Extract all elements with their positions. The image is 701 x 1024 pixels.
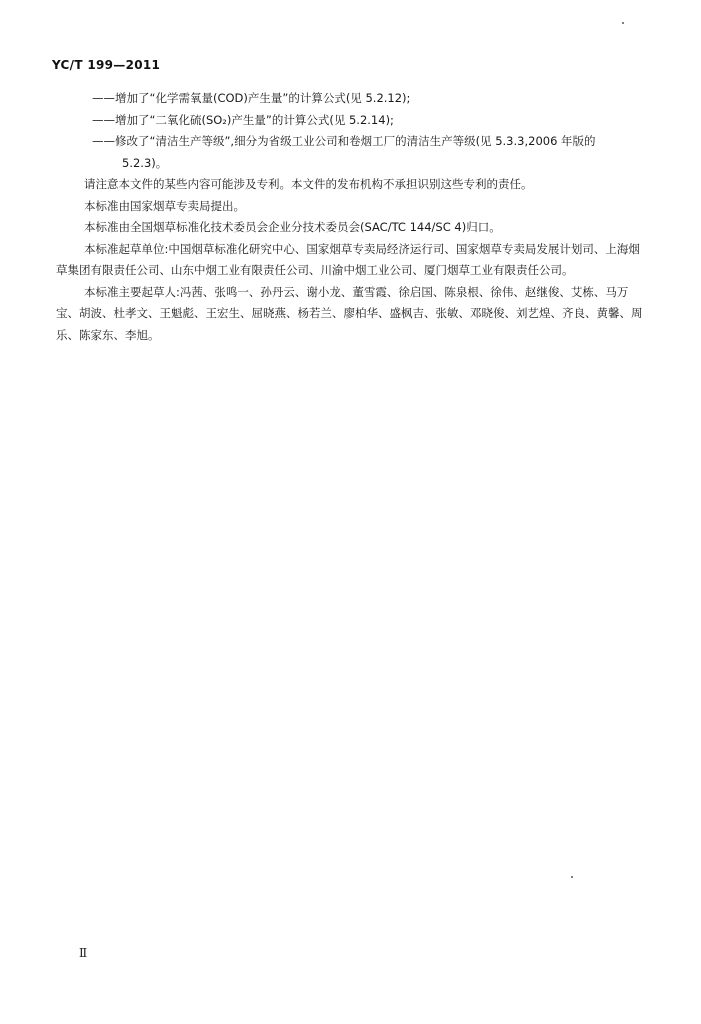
- proposed-by: 本标准由国家烟草专卖局提出。: [84, 198, 245, 213]
- foreword-content: [56, 88, 644, 346]
- scan-speck: [622, 22, 624, 24]
- change-item-so2: ——增加了“二氧化硫(SO₂)产生量”的计算公式(见 5.2.14);: [92, 112, 394, 127]
- scan-speck: [571, 876, 573, 878]
- drafting-units: 本标准起草单位:中国烟草标准化研究中心、国家烟草专卖局经济运行司、国家烟草专卖局发展计划司、上海烟草集团有限责任公司、山东中烟工业有限责任公司、川渝中烟工业公司、厦门烟草工业有限责任公司。: [56, 241, 640, 277]
- patent-notice: 请注意本文件的某些内容可能涉及专利。本文件的发布机构不承担识别这些专利的责任。: [84, 177, 533, 191]
- administered-by: 本标准由全国烟草标准化技术委员会企业分技术委员会(SAC/TC 144/SC 4)归口。: [84, 220, 501, 234]
- drafters: 本标准主要起草人:冯茜、张鸣一、孙丹云、谢小龙、董雪霞、徐启国、陈泉根、徐伟、赵继俊、艾栋、马万宝、胡波、杜孝文、王魁彪、王宏生、屈晓燕、杨若兰、廖柏华、盛枫吉、张敏、邓晓俊、刘艺煌、齐良、黄馨、周乐、陈家东、李旭。: [56, 284, 643, 342]
- change-item-clean-production-grade: ——修改了“清洁生产等级”,细分为省级工业公司和卷烟工厂的清洁生产等级(见 5.3.3,2006 年版的 5.2.3)。: [92, 134, 596, 170]
- change-item-cod: ——增加了“化学需氧量(COD)产生量”的计算公式(见 5.2.12);: [92, 91, 411, 105]
- page-number: Ⅱ: [79, 946, 88, 960]
- standard-code-header: YC/T 199—2011: [52, 58, 161, 72]
